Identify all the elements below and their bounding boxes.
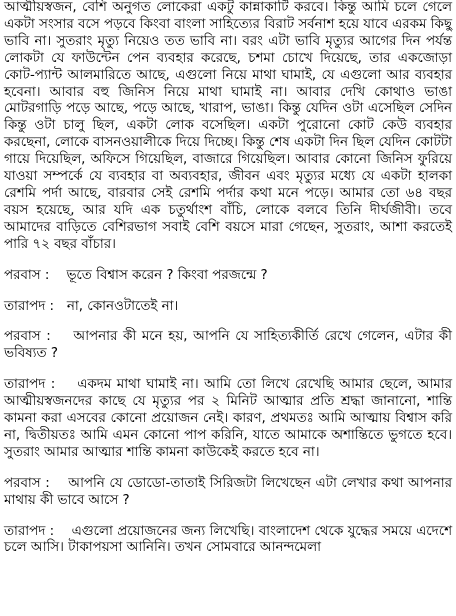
- speaker-text-spacer: [59, 524, 68, 539]
- speaker-label: পরবাস :: [4, 475, 50, 491]
- answer-paragraph: [4, 377, 452, 462]
- speaker-text-spacer: [61, 377, 72, 392]
- answer-paragraph: [4, 299, 452, 316]
- speaker-label: পরবাস :: [4, 267, 50, 283]
- paragraph-text: একদম মাথা ঘামাই না। আমি তো লিখে রেখেছি আমার ছেলে, আমার আত্মীয়স্বজনদের কাছে যে মৃত্যুর পর ২ মিনিট আত্মার প্রতি শ্রদ্ধা জানানো, শান্তি কামনা করা এসবের কোনো প্রয়োজন নেই। কারণ, প্রথমতঃ আমি আত্মায় বিশ্বাস করি না, দ্বিতীয়তঃ আমি এমন কোনো পাপ করিনি, যাতে আমাকে অশান্তিতে ভুগতে হবে। সুতরাং আমার আত্মার শান্তি কামনা কাউকেই করতে হবে না।: [4, 377, 452, 460]
- speaker-text-spacer: [58, 299, 62, 314]
- question-paragraph: [4, 476, 452, 510]
- speaker-label: তারাপদ :: [4, 377, 56, 393]
- answer-paragraph: [4, 524, 452, 558]
- paragraph-text: আপনি যে ডোডো-তাতাই সিরিজটা লিখেছেন এটা লেখার কথা আপনার মাথায় কী ভাবে আসে ?: [4, 475, 452, 508]
- speaker-text-spacer: [56, 329, 67, 344]
- question-paragraph: [4, 268, 452, 285]
- speaker-label: পরবাস :: [4, 329, 51, 345]
- speaker-label: তারাপদ :: [4, 523, 55, 539]
- paragraph-text: ভূতে বিশ্বাস করেন ? কিংবা পরজন্মে ?: [66, 267, 268, 283]
- paragraph-text: আত্মীয়স্বজন, বেশি অনুগত লোকেরা একটু কান্নাকাটি করবে। কিন্তু আমি চলে গেলে একটা সংসার বসে পড়বে কিংবা বাংলা সাহিত্যের বিরাট সর্বনাশ হয়ে যাবে এরকম কিছু ভাবি না। সুতরাং মৃত্যু নিয়েও তত ভাবি না। বরং এটা ভাবি মৃত্যুর আগের দিন পর্যন্ত লোকটা যে ফাউন্টেন পেন ব্যবহার করেছে, চশমা চোখে দিয়েছে, তার একজোড়া কোট-প্যান্ট আলমারিতে আছে, এগুলো নিয়ে মাথা ঘামাই, যে এগুলো আর ব্যবহার হবেনা। আবার বহু জিনিস নিয়ে মাথা ঘামাই না। আবার দেখি কোথাও ভাঙা মোটরগাড়ি পড়ে আছে, পড়ে আছে, খারাপ, ভাঙা। কিন্তু যেদিন ওটা এসেছিল সেদিন কিন্তু ওটা চালু ছিল, একটা লোক বসেছিল। একটা পুরোনো কোট কেউ ব্যবহার করছেনা, লোকে বাসনওয়ালীকে দিয়ে দিচ্ছে। কিন্তু শেষ একটা দিন ছিল যেদিন কোটটা গায়ে দিয়েছিল, অফিসে গিয়েছিল, বাজারে গিয়েছিল। আবার কোনো জিনিস ফুরিয়ে যাওয়া সম্পর্কে যে ব্যবহার বা অব্যবহার, জীবন এবং মৃত্যুর মধ্যে যে একটা হালকা রেশমি পর্দা আছে, বারবার সেই রেশমি পর্দার কথা মনে পড়ে। আমার তো ৬৪ বছর বয়স হয়েছে, আর যদি এক চতুর্থাংশ বাঁচি, লোকে বলবে তিনি দীর্ঘজীবী। তবে আমাদের বাড়িতে বেশিরভাগ সবাই বেশি বয়সে মারা গেছেন, সুতরাং, আশা করতেই পারি ৭২ বছর বাঁচার।: [4, 0, 452, 252]
- paragraph-gap: [4, 462, 452, 476]
- paragraph-gap: [4, 254, 452, 268]
- paragraph-gap: [4, 315, 452, 329]
- speaker-label: তারাপদ :: [4, 298, 55, 314]
- paragraph-gap: [4, 510, 452, 524]
- paragraph-text: এগুলো প্রয়োজনের জন্য লিখেছি। বাংলাদেশ থেকে যুদ্ধের সময়ে এদেশে চলে আসি। টাকাপয়সা আনিনি। তখন সোমবারে আনন্দমেলা: [4, 523, 453, 556]
- speaker-text-spacer: [54, 268, 63, 283]
- speaker-text-spacer: [54, 476, 63, 491]
- paragraph-gap: [4, 285, 452, 299]
- paragraph-text: আপনার কী মনে হয়, আপনি যে সাহিত্যকীর্তি রেখে গেলেন, এটার কী ভবিষ্যত ?: [4, 329, 452, 362]
- paragraph-gap: [4, 363, 452, 377]
- paragraph-text: না, কোনওটাতেই না।: [66, 298, 179, 314]
- paragraph-answer-continued: [4, 0, 452, 254]
- question-paragraph: [4, 329, 452, 363]
